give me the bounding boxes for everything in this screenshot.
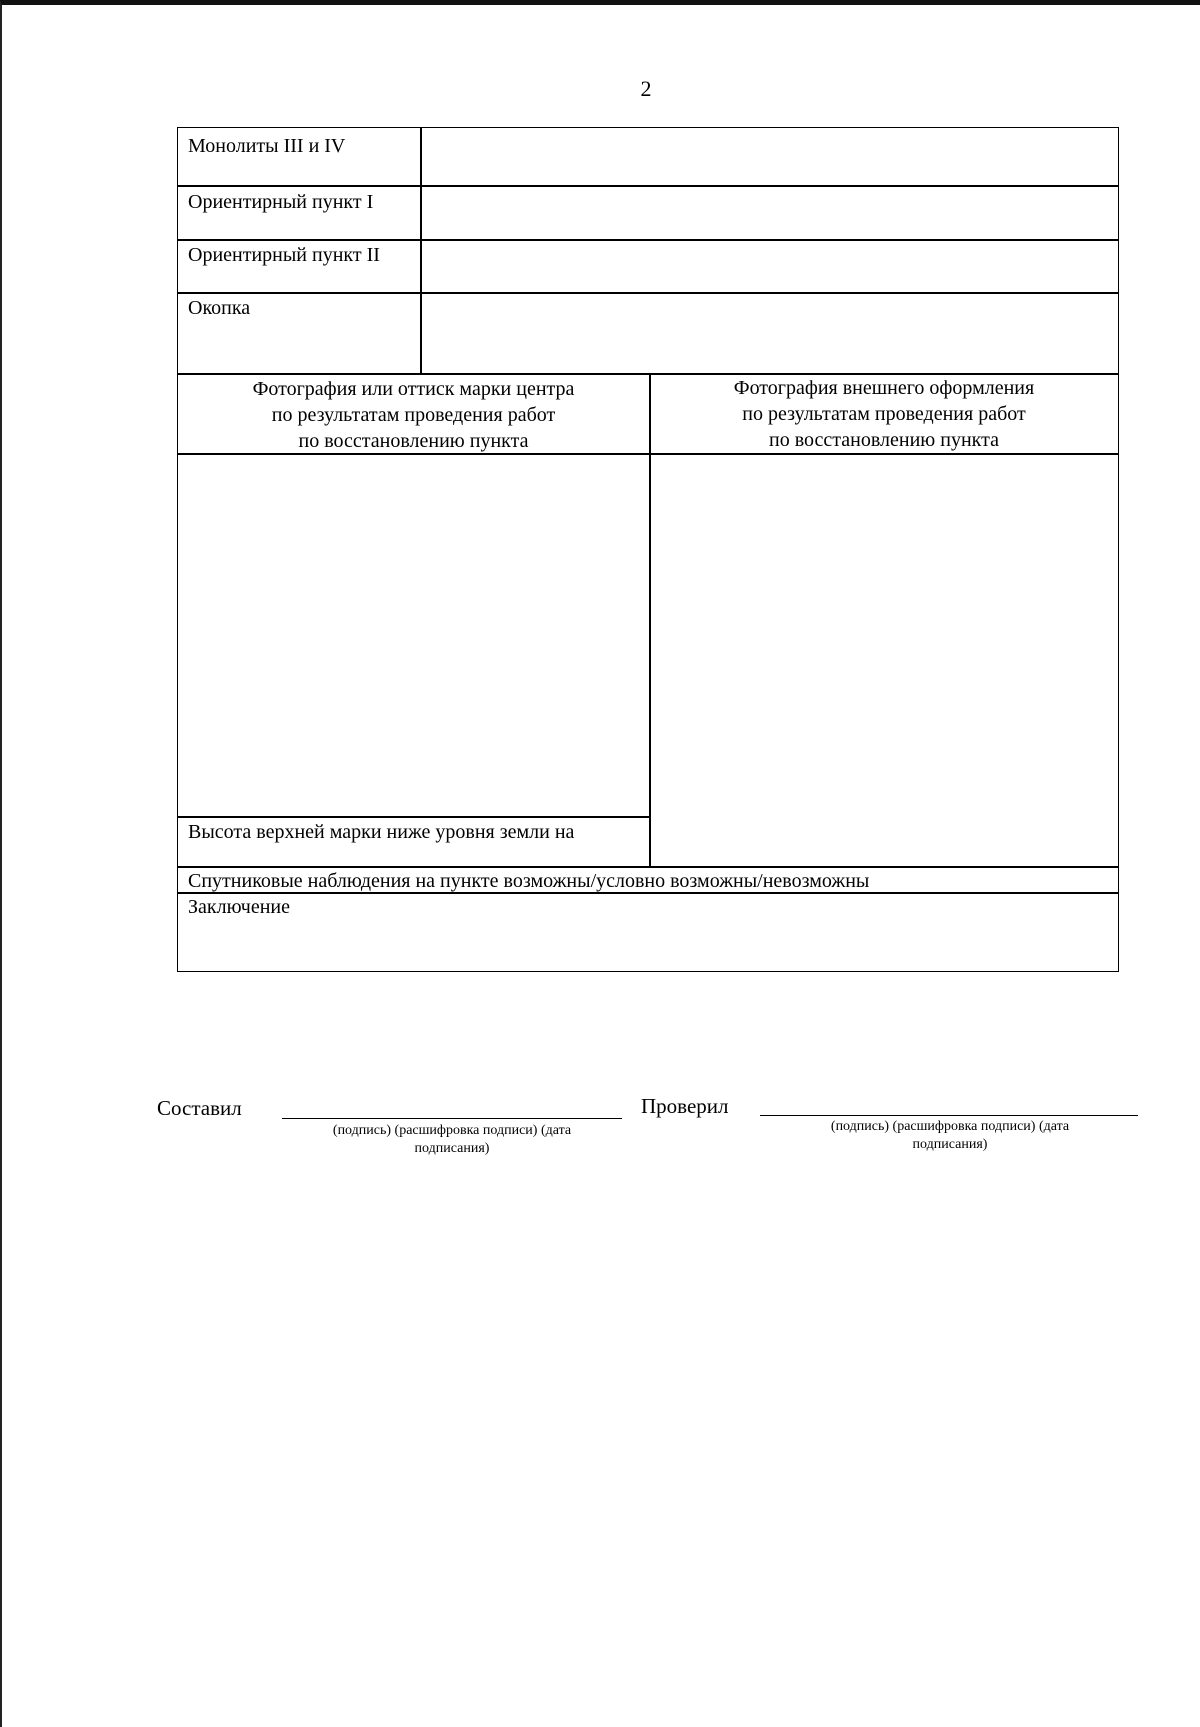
form-table (177, 127, 1119, 972)
page-number: 2 (640, 76, 652, 101)
row-divider (178, 866, 1118, 868)
row-label-monoliths: Монолиты III и IV (188, 135, 346, 157)
conclusion-label: Заключение (188, 896, 290, 918)
compiled-signature-caption (282, 1122, 622, 1158)
satellite-observations-label: Спутниковые наблюдения на пункте возможны/условно возможны/невозможны (188, 870, 870, 892)
caption-line: (подпись) (расшифровка подписи) (дата (830, 1119, 1070, 1134)
row-label-reference-point-1: Ориентирный пункт I (188, 191, 374, 213)
column-divider (420, 128, 422, 373)
photo-exterior-header-line: по восстановлению пункта (769, 429, 999, 451)
checked-signature-caption (780, 1118, 1120, 1154)
photo-exterior-header-line: Фотография внешнего оформления (733, 377, 1035, 399)
photo-center-header-line: Фотография или оттиск марки центра (252, 378, 575, 400)
caption-line: подписания) (414, 1141, 490, 1156)
row-divider (178, 185, 1118, 187)
caption-line: (подпись) (расшифровка подписи) (дата (332, 1123, 572, 1138)
row-divider (178, 816, 650, 818)
photo-center-header-line: по восстановлению пункта (298, 430, 529, 452)
compiled-signature-line[interactable] (282, 1118, 622, 1119)
conclusion-field[interactable] (180, 920, 1116, 970)
compiled-by-label: Составил (157, 1096, 242, 1120)
photo-exterior-header (650, 375, 1118, 453)
photo-center-header (178, 376, 649, 454)
row-label-reference-point-2: Ориентирный пункт II (188, 244, 380, 266)
caption-line: подписания) (912, 1137, 988, 1152)
photo-exterior-header-line: по результатам проведения работ (742, 403, 1026, 425)
row-label-trenching: Окопка (188, 297, 251, 319)
row-divider (178, 292, 1118, 294)
photo-center-header-line: по результатам проведения работ (271, 404, 556, 426)
checked-signature-line[interactable] (760, 1115, 1138, 1116)
photo-center-area[interactable] (180, 456, 648, 814)
row-divider (178, 239, 1118, 241)
checked-by-label: Проверил (641, 1094, 729, 1118)
photo-exterior-area[interactable] (652, 456, 1116, 864)
mark-height-label: Высота верхней марки ниже уровня земли на (188, 821, 575, 843)
